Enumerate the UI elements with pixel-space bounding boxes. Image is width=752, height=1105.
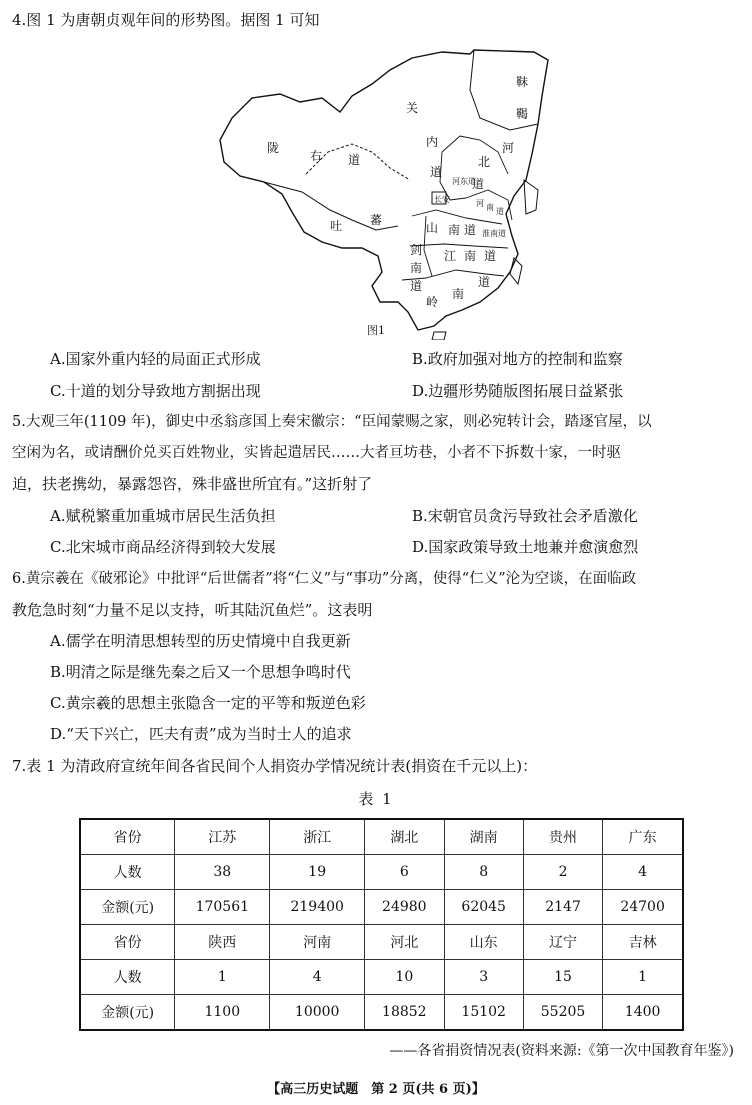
table-row <box>80 890 683 925</box>
table-cell: 8 <box>444 855 523 890</box>
table-cell: 1 <box>603 960 683 995</box>
table-cell: 广东 <box>603 819 683 855</box>
map-label-you: 右 <box>310 149 323 163</box>
map-label-shan: 山 <box>426 221 439 235</box>
table-cell: 山东 <box>444 925 523 960</box>
map-label-jian: 剑 <box>410 243 423 257</box>
table-cell: 湖北 <box>365 819 444 855</box>
map-label-nan-jiannan: 南 <box>410 261 423 275</box>
table-cell: 辽宁 <box>523 925 602 960</box>
table-cell: 219400 <box>270 890 365 925</box>
q6-option-b[interactable]: B.明清之际是继先秦之后又一个思想争鸣时代 <box>50 663 351 681</box>
table-cell: 人数 <box>80 855 175 890</box>
question-5-line-1: 5.大观三年(1109 年)，御史中丞翁彦国上奏宋徽宗：“臣闻蒙赐之家，则必宛转计会，踏逐官屋，以 <box>12 414 652 430</box>
table-cell: 15102 <box>444 995 523 1031</box>
map-label-guan: 关 <box>406 101 419 115</box>
map-label-he-mohe: 鞨 <box>516 107 529 121</box>
table-cell: 人数 <box>80 960 175 995</box>
table-cell: 38 <box>175 855 270 890</box>
table-cell: 省份 <box>80 925 175 960</box>
map-label-long: 陇 <box>267 141 280 155</box>
table-cell: 6 <box>365 855 444 890</box>
q4-option-d[interactable]: D.边疆形势随版图拓展日益紧张 <box>412 382 624 400</box>
question-7-stem: 7.表 1 为清政府宣统年间各省民间个人捐资办学情况统计表(捐资在千元以上)： <box>12 757 538 775</box>
map-label-dao: 道 <box>430 165 443 179</box>
table-cell: 吉林 <box>603 925 683 960</box>
table-cell: 10000 <box>270 995 365 1031</box>
table-cell: 江苏 <box>175 819 270 855</box>
table-cell: 湖南 <box>444 819 523 855</box>
q5-option-d[interactable]: D.国家政策导致土地兼并愈演愈烈 <box>412 538 639 556</box>
map-label-he-hebei: 河 <box>502 141 515 155</box>
table-source: ——各省捐资情况表(资料来源:《第一次中国教育年鉴》) <box>389 1043 734 1059</box>
table-cell: 19 <box>270 855 365 890</box>
table-cell: 金额(元) <box>80 995 175 1031</box>
map-outline <box>220 50 548 330</box>
boundary-hebei <box>442 136 508 174</box>
map-label-henan-2: 南 <box>486 203 494 212</box>
map-label-nan-jiangnan: 南 <box>464 249 477 263</box>
table-cell: 1 <box>175 960 270 995</box>
table-cell: 62045 <box>444 890 523 925</box>
map-label-jiang: 江 <box>444 249 457 263</box>
q5-option-c[interactable]: C.北宋城市商品经济得到较大发展 <box>50 538 276 556</box>
map-label-dao-hebei: 道 <box>472 177 485 191</box>
map-label-henan-3: 道 <box>496 207 504 216</box>
table-row <box>80 995 683 1031</box>
table-cell: 贵州 <box>523 819 602 855</box>
map-label-bei: 北 <box>478 155 491 169</box>
table-cell: 4 <box>603 855 683 890</box>
table-cell: 2 <box>523 855 602 890</box>
map-label-bo: 蕃 <box>370 213 383 227</box>
tang-dynasty-map <box>212 40 552 340</box>
table-cell: 55205 <box>523 995 602 1031</box>
map-label-henan-1: 河 <box>476 199 484 208</box>
table-cell: 15 <box>523 960 602 995</box>
question-5-line-3: 迫，扶老携幼，暴露怨咨，殊非盛世所宜有。”这折射了 <box>12 475 373 493</box>
map-label-nei: 内 <box>426 135 439 149</box>
table-cell: 24700 <box>603 890 683 925</box>
map-label-nan-shannan: 南 <box>448 223 461 237</box>
map-svg <box>212 40 552 340</box>
table-cell: 1100 <box>175 995 270 1031</box>
map-label-huainan: 淮南道 <box>482 229 506 238</box>
page-footer: 【高三历史试题 第 2 页(共 6 页)】 <box>267 1082 485 1097</box>
question-5-line-2: 空闲为名，或请酬价兑买百姓物业，实皆起遣居民……大者亘坊巷，小者不下拆数十家，一时驱 <box>12 445 621 461</box>
question-6-line-2: 教危急时刻“力量不足以支持，听其陆沉鱼烂”。这表明 <box>12 601 373 619</box>
map-caption: 图1 <box>367 324 385 337</box>
map-taiwan <box>510 258 522 284</box>
map-label-nan-lingnan: 南 <box>452 287 465 301</box>
map-label-mo: 靺 <box>516 75 529 89</box>
map-label-hedong: 河东道 <box>452 177 476 186</box>
q5-option-b[interactable]: B.宋朝官员贪污导致社会矛盾激化 <box>412 507 638 525</box>
map-label-dao-lingnan: 道 <box>478 275 491 289</box>
question-4-stem: 4.图 1 为唐朝贞观年间的形势图。据图 1 可知 <box>12 11 320 29</box>
map-label-capital: 长安 <box>434 195 450 204</box>
table-row <box>80 925 683 960</box>
table-cell: 金额(元) <box>80 890 175 925</box>
map-peninsula <box>524 180 538 214</box>
map-label-ling: 岭 <box>426 295 439 309</box>
table-row <box>80 960 683 995</box>
map-label-dao-jiannan: 道 <box>410 279 423 293</box>
table-cell: 170561 <box>175 890 270 925</box>
map-label-dao-shannan: 道 <box>464 223 477 237</box>
table-cell: 18852 <box>365 995 444 1031</box>
q4-option-a[interactable]: A.国家外重内轻的局面正式形成 <box>50 350 261 368</box>
table-row <box>80 819 683 855</box>
q4-option-c[interactable]: C.十道的划分导致地方割据出现 <box>50 382 261 400</box>
table-cell: 河北 <box>365 925 444 960</box>
map-label-dao-longyou: 道 <box>348 153 361 167</box>
table-cell: 河南 <box>270 925 365 960</box>
q6-option-a[interactable]: A.儒学在明清思想转型的历史情境中自我更新 <box>50 632 351 650</box>
table-cell: 1400 <box>603 995 683 1031</box>
donation-table <box>79 818 684 1031</box>
map-label-tu: 吐 <box>330 219 343 233</box>
q4-option-b[interactable]: B.政府加强对地方的控制和监察 <box>412 350 623 368</box>
q5-option-a[interactable]: A.赋税繁重加重城市居民生活负担 <box>50 507 276 525</box>
q6-option-d[interactable]: D.“天下兴亡，匹夫有责”成为当时士人的追求 <box>50 725 352 743</box>
table-title: 表 1 <box>358 790 394 808</box>
map-label-dao-jiangnan: 道 <box>484 249 497 263</box>
boundary-hedong <box>440 152 466 200</box>
table-cell: 2147 <box>523 890 602 925</box>
table-cell: 陕西 <box>175 925 270 960</box>
question-6-line-1: 6.黄宗羲在《破邪论》中批评“后世儒者”将“仁义”与“事功”分离，使得“仁义”沦为空谈，在面临政 <box>12 571 637 587</box>
table-cell: 24980 <box>365 890 444 925</box>
table-cell: 10 <box>365 960 444 995</box>
table-cell: 省份 <box>80 819 175 855</box>
table-cell: 浙江 <box>270 819 365 855</box>
q6-option-c[interactable]: C.黄宗羲的思想主张隐含一定的平等和叛逆色彩 <box>50 694 366 712</box>
table-row <box>80 855 683 890</box>
table-cell: 4 <box>270 960 365 995</box>
table-cell: 3 <box>444 960 523 995</box>
